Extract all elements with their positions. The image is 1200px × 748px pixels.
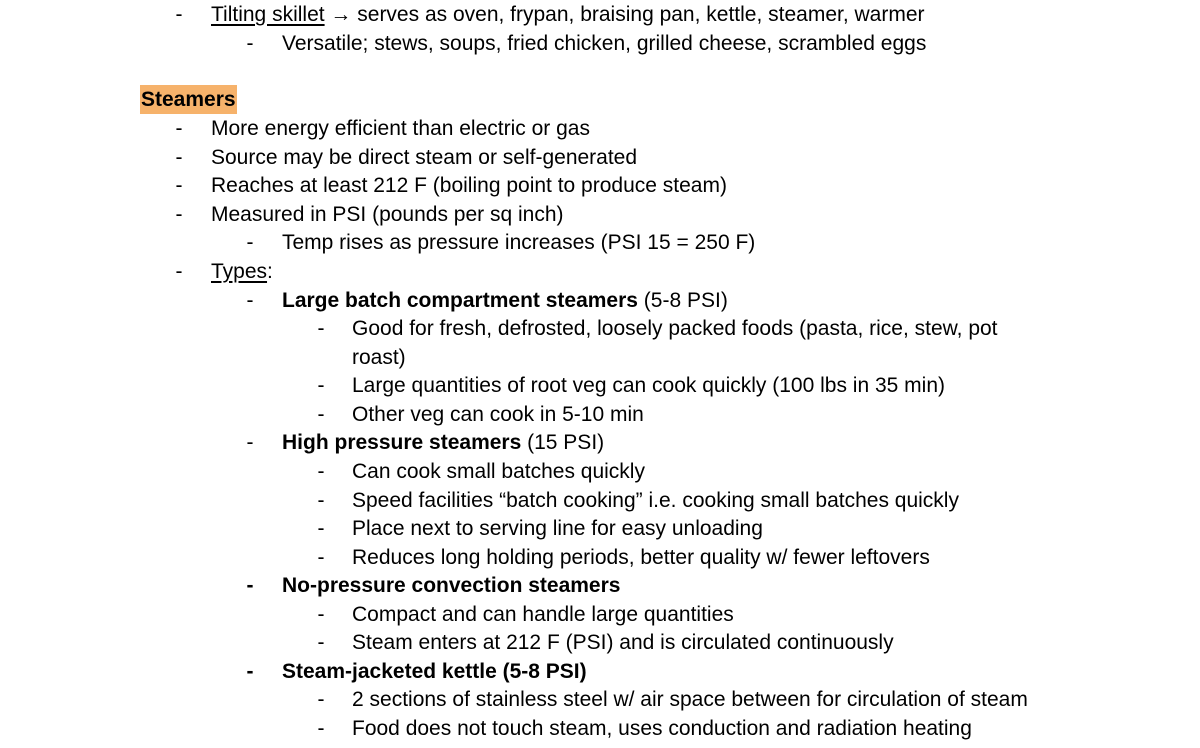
list-item-text: Steam enters at 212 F (PSI) and is circulated continuously [352,631,894,654]
list-item-text [282,286,728,315]
bullet-dash: - [175,260,183,283]
type-spec: (5-8 PSI) [637,289,728,312]
bullet-dash: - [317,403,325,426]
type-name: High pressure steamers [282,431,522,454]
bullet-dash: - [317,460,325,483]
section-heading-steamers: Steamers [140,85,237,114]
bullet-dash: - [317,317,325,340]
bullet-dash: - [317,489,325,512]
list-item-text [282,428,604,457]
list-item-text: Place next to serving line for easy unloading [352,517,763,540]
list-item-text [211,0,925,29]
bullet-dash: - [246,574,254,597]
list-item-text: Other veg can cook in 5-10 min [352,403,644,426]
list-item-text: Reduces long holding periods, better quality w/ fewer leftovers [352,546,930,569]
list-item-text: Temp rises as pressure increases (PSI 15 = 250 F) [282,231,756,254]
bullet-dash: - [175,146,183,169]
bullet-dash: - [175,3,183,26]
bullet-dash: - [246,660,254,683]
type-spec: (15 PSI) [521,431,605,454]
bullet-dash: - [175,203,183,226]
bullet-dash: - [175,174,183,197]
bullet-dash: - [246,32,254,55]
list-item-text: Good for fresh, defrosted, loosely packed foods (pasta, rice, stew, pot [352,317,998,340]
list-item-text: Reaches at least 212 F (boiling point to produce steam) [211,174,727,197]
list-item-text: Large quantities of root veg can cook quickly (100 lbs in 35 min) [352,374,945,397]
bullet-dash: - [317,603,325,626]
type-name: Steam-jacketed kettle (5-8 PSI) [282,660,587,683]
bullet-dash: - [175,117,183,140]
bullet-dash: - [246,231,254,254]
term-tilting-skillet: Tilting skillet [211,3,325,26]
list-item-text: More energy efficient than electric or gas [211,117,590,140]
types-colon: : [267,260,273,283]
list-item-text: Food does not touch steam, uses conduction and radiation heating [352,717,972,740]
list-item-text: Speed facilities “batch cooking” i.e. cooking small batches quickly [352,489,959,512]
type-name: No-pressure convection steamers [282,574,621,597]
list-item-text: Can cook small batches quickly [352,460,645,483]
bullet-dash: - [317,517,325,540]
list-item-text: roast) [352,346,406,369]
type-name: Large batch compartment steamers [282,289,638,312]
list-item-text [211,257,273,286]
list-item-text: Source may be direct steam or self-generated [211,146,638,169]
bullet-dash: - [317,688,325,711]
types-label: Types [211,260,268,283]
list-item-text: Versatile; stews, soups, fried chicken, grilled cheese, scrambled eggs [282,32,927,55]
bullet-dash: - [246,289,254,312]
bullet-dash: - [246,431,254,454]
bullet-dash: - [317,717,325,740]
bullet-dash: - [317,546,325,569]
list-item-text: Measured in PSI (pounds per sq inch) [211,203,564,226]
bullet-dash: - [317,374,325,397]
term-description: → serves as oven, frypan, braising pan, kettle, steamer, warmer [324,3,925,26]
list-item-text: Compact and can handle large quantities [352,603,734,626]
list-item-text: 2 sections of stainless steel w/ air space between for circulation of steam [352,688,1028,711]
bullet-dash: - [317,631,325,654]
